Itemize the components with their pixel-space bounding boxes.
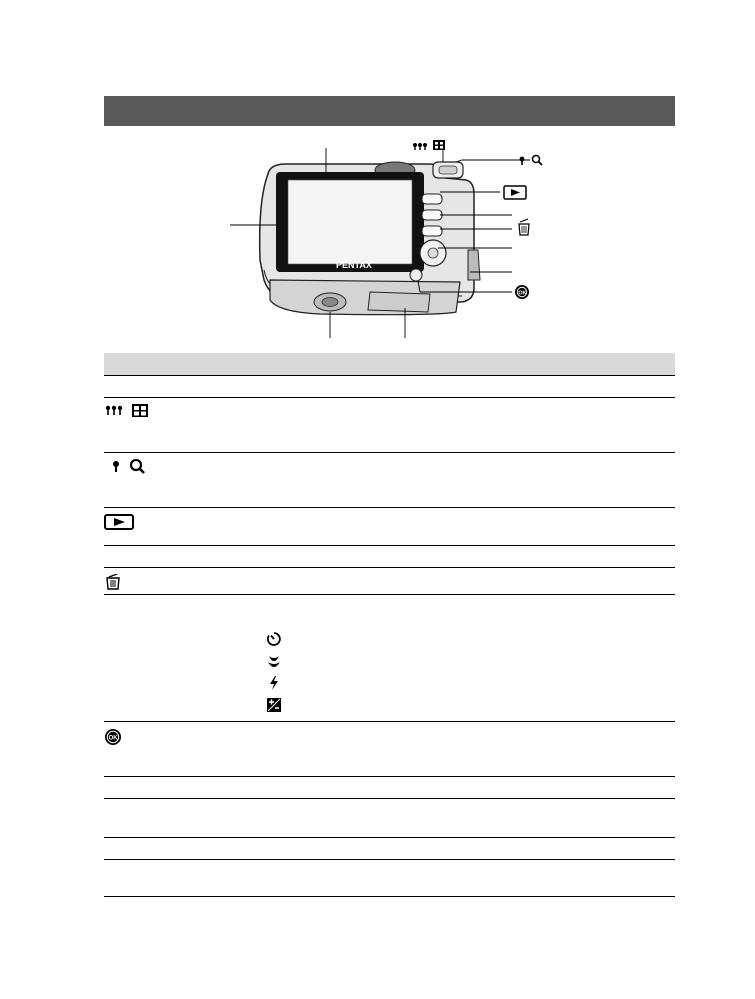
macro-icon: [266, 653, 282, 669]
self-timer-icon: [266, 631, 282, 647]
button-description-table: [104, 353, 675, 897]
four-way-controller: [420, 240, 446, 266]
menu-button: [422, 210, 442, 220]
section-header-bar: [104, 96, 675, 126]
trash-icon: [104, 574, 124, 590]
table-row: [104, 860, 675, 897]
table-row: [104, 838, 675, 860]
table-row: [104, 546, 675, 568]
table-row: [104, 722, 675, 777]
zoom-lever: [433, 162, 463, 178]
playback-button: [422, 194, 442, 204]
ok-icon: [104, 728, 122, 746]
table-header-row: [104, 353, 675, 376]
camera-back-diagram: [230, 140, 550, 345]
tele-zoom-icon: [520, 156, 542, 166]
playback-icon: [504, 186, 526, 199]
svg-text:OK: OK: [108, 735, 118, 742]
tele-zoom-icon: [104, 459, 154, 475]
playback-icon: [104, 514, 154, 530]
table-row: [104, 376, 675, 398]
tripod-socket: [314, 293, 346, 311]
table-row: [104, 777, 675, 799]
lcd-monitor: [276, 172, 424, 272]
ok-icon: [515, 285, 529, 299]
table-row: [104, 508, 675, 546]
table-row: [104, 595, 675, 722]
exposure-compensation-icon: [266, 697, 282, 713]
svg-text:OK: OK: [518, 290, 527, 297]
delete-button: [422, 226, 442, 236]
trash-icon: [519, 219, 529, 235]
ok-button: [410, 269, 422, 281]
table-row: [104, 398, 675, 453]
brand-logo: PENTAX: [336, 260, 372, 270]
table-row: [104, 453, 675, 508]
table-row: [104, 799, 675, 838]
wide-thumbnail-icon: [104, 404, 154, 418]
wide-thumbnail-icon: [413, 140, 445, 150]
flash-icon: [266, 675, 282, 691]
table-row: [104, 568, 675, 595]
